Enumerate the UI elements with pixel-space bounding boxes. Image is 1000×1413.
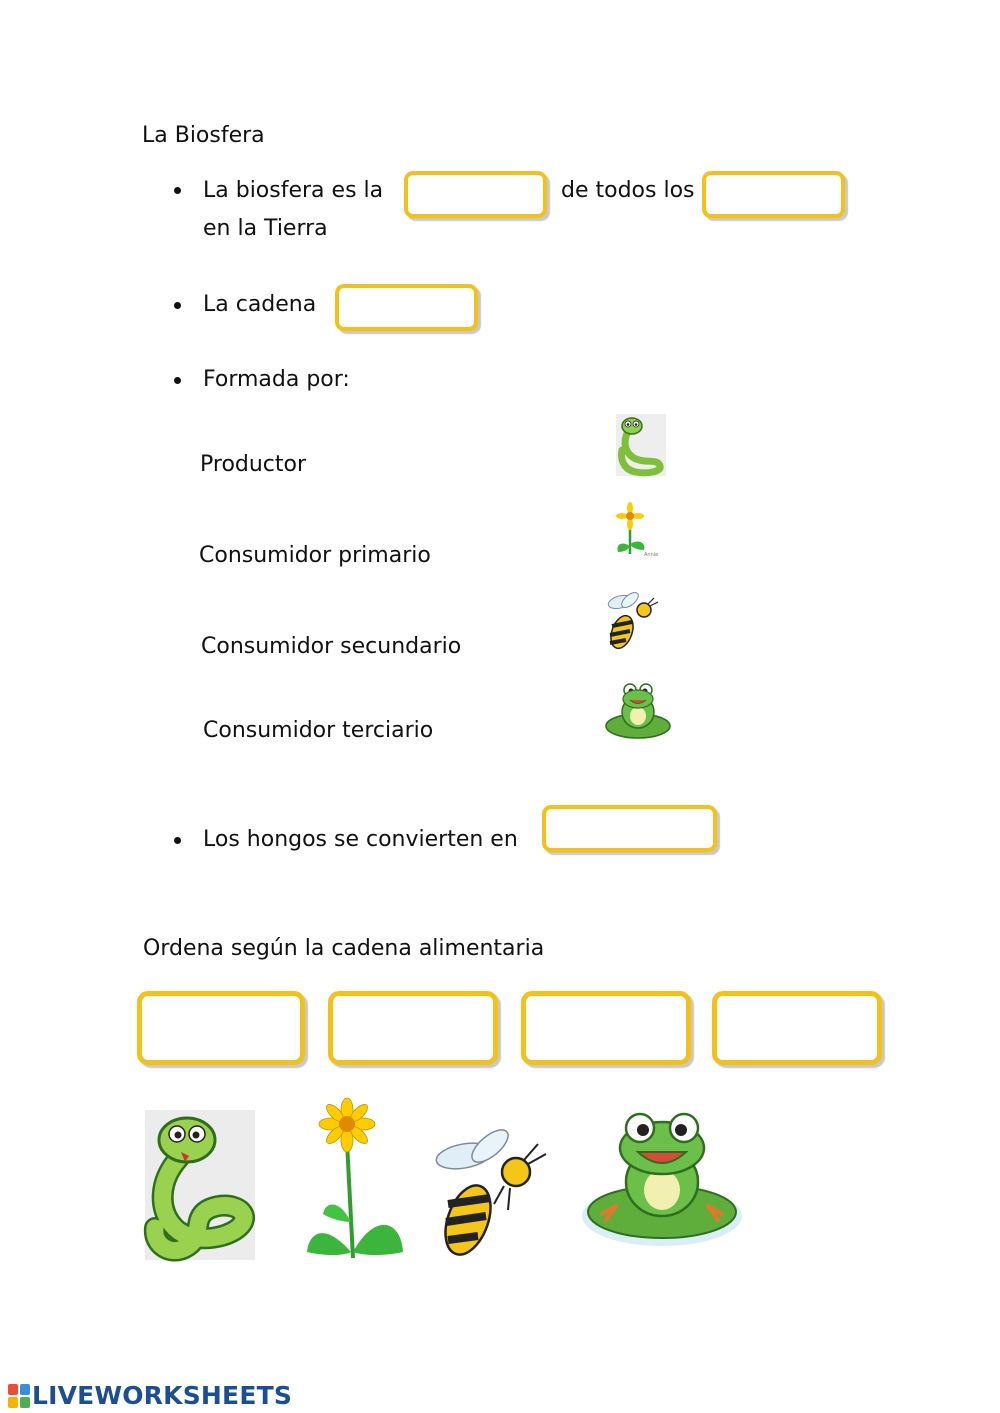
level-label-consumidor-terciario: Consumidor terciario (203, 718, 434, 743)
bullet1-text-before: La biosfera es la (203, 178, 384, 203)
snake-icon[interactable] (145, 1110, 255, 1260)
level-label-productor: Productor (200, 452, 307, 477)
order-box-2[interactable] (328, 991, 498, 1065)
flower-icon (610, 502, 658, 560)
svg-text:Annie: Annie (644, 552, 659, 558)
answer-box-2[interactable] (702, 171, 845, 218)
order-box-4[interactable] (712, 991, 882, 1065)
bullet-dot (174, 302, 181, 309)
bee-icon (604, 590, 662, 656)
answer-box-1[interactable] (404, 171, 547, 218)
page-title: La Biosfera (142, 123, 265, 148)
bullet-dot (174, 377, 181, 384)
bullet-dot (174, 187, 181, 194)
frog-icon (604, 680, 674, 742)
order-box-3[interactable] (521, 991, 691, 1065)
bullet2-text: La cadena (203, 292, 317, 317)
level-label-consumidor-secundario: Consumidor secundario (201, 634, 462, 659)
frog-icon[interactable] (576, 1110, 748, 1254)
bullet-dot (174, 837, 181, 844)
level-label-consumidor-primario: Consumidor primario (199, 543, 431, 568)
order-heading: Ordena según la cadena alimentaria (143, 936, 545, 961)
bullet1-text-middle: de todos los (561, 178, 695, 203)
flower-icon[interactable] (305, 1102, 409, 1262)
answer-box-4[interactable] (542, 805, 717, 852)
liveworksheets-logo-text: LIVEWORKSHEETS (32, 1381, 293, 1410)
bullet3-text: Formada por: (203, 367, 350, 392)
bullet1-text-line2: en la Tierra (203, 216, 328, 241)
order-box-1[interactable] (137, 991, 305, 1065)
bee-icon[interactable] (434, 1128, 550, 1262)
snake-icon (616, 414, 666, 476)
liveworksheets-logo-icon (8, 1384, 30, 1408)
answer-box-3[interactable] (335, 284, 478, 331)
bullet4-text: Los hongos se convierten en (203, 827, 518, 852)
